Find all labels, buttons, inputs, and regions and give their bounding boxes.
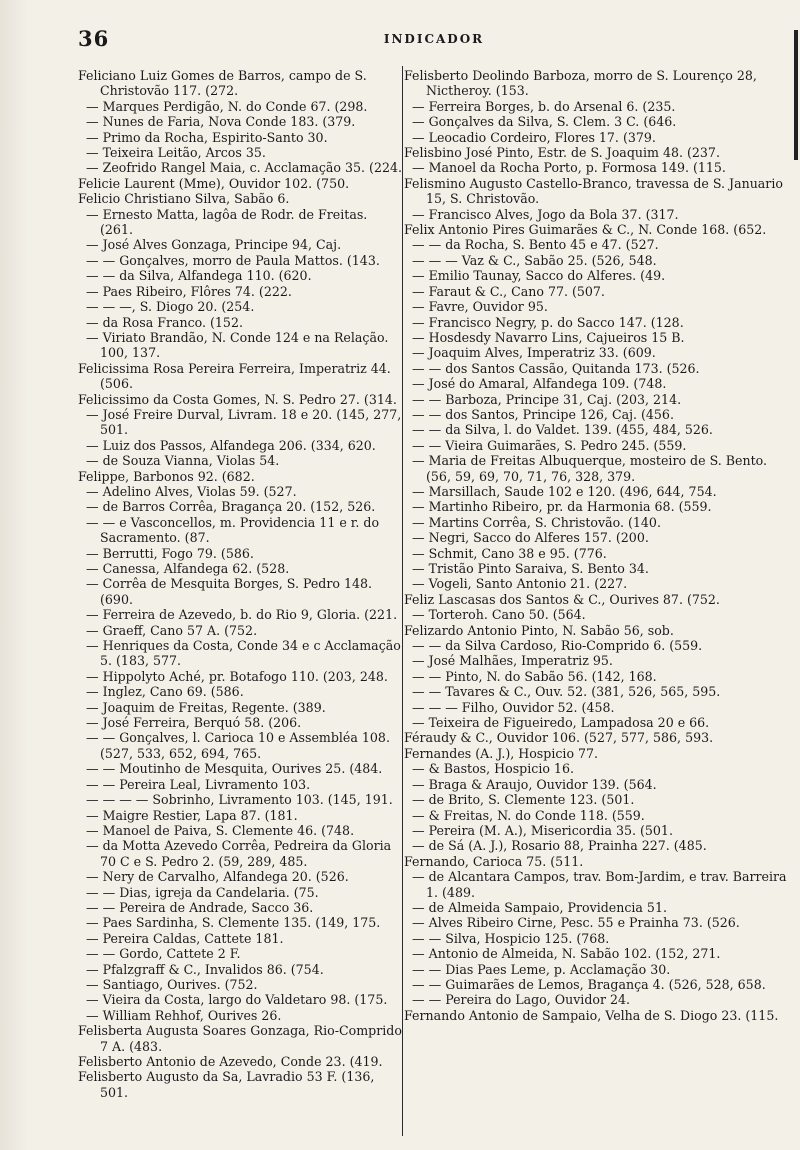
running-title: INDICADOR [383,32,485,46]
directory-entry: — Santiago, Ourives. (752. [86,976,258,992]
directory-entry: — Hippolyto Aché, pr. Botafogo 110. (203, 248. [86,668,388,684]
directory-entry: Felisberto Deolindo Barboza, morro de S. Lourenço 28, Nictheroy. (153. [404,68,757,99]
directory-entry: Felicie Laurent (Mme), Ouvidor 102. (750. [78,175,350,191]
directory-entry: — Hosdesdy Navarro Lins, Cajueiros 15 B. [412,329,685,345]
right-column [404,68,790,1023]
directory-entry: — — Moutinho de Mesquita, Ourives 25. (484. [86,761,383,777]
directory-entry: — Inglez, Cano 69. (586. [86,684,244,700]
directory-entry: — Marsillach, Saude 102 e 120. (496, 644, 754. [412,483,717,499]
directory-entry: — Francisco Alves, Jogo da Bola 37. (317. [412,206,679,222]
directory-entry: — Leocadio Cordeiro, Flores 17. (379. [412,129,656,145]
directory-entry: Felizardo Antonio Pinto, N. Sabão 56, sob. [404,622,674,638]
directory-entry: — Teixeira Leitão, Arcos 35. [86,145,266,161]
directory-entry: — Paes Ribeiro, Flôres 74. (222. [86,283,292,299]
directory-entry: — José do Amaral, Alfandega 109. (748. [412,376,667,392]
directory-entry: — Martinho Ribeiro, pr. da Harmonia 68. (559. [412,499,712,515]
directory-entry: — Joaquim Alves, Imperatriz 33. (609. [412,345,656,361]
directory-entry: — — Guimarães de Lemos, Bragança 4. (526, 528, 658. [412,976,766,992]
directory-entry: — Zeofrido Rangel Maia, c. Acclamação 35. (224. [86,160,402,176]
page-spine-shadow [0,0,28,1150]
directory-entry: — Francisco Negry, p. do Sacco 147. (128. [412,314,684,330]
directory-entry: — Ferreira de Azevedo, b. do Rio 9, Gloria. (221. [86,607,398,623]
directory-entry: Fernando Antonio de Sampaio, Velha de S. Diogo 23. (115. [404,1007,779,1023]
directory-entry: — — da Rocha, S. Bento 45 e 47. (527. [412,237,659,253]
directory-entry: — Negri, Sacco do Alferes 157. (200. [412,530,649,546]
directory-entry: — — Dias, igreja da Candelaria. (75. [86,884,319,900]
directory-entry: — — Vieira Guimarães, S. Pedro 245. (559. [412,437,687,453]
directory-entry: — Manoel de Paiva, S. Clemente 46. (748. [86,822,355,838]
directory-entry: — de Almeida Sampaio, Providencia 51. [412,899,667,915]
directory-entry: — & Freitas, N. do Conde 118. (559. [412,807,645,823]
directory-entry: — — da Silva, l. do Valdet. 139. (455, 484, 526. [412,422,713,438]
directory-entry: — — — Vaz & C., Sabão 25. (526, 548. [412,252,657,268]
directory-entry: — Viriato Brandão, N. Conde 124 e na Relação. 100, 137. [86,329,389,361]
directory-entry: — de Sá (A. J.), Rosario 88, Prainha 227. (485. [412,838,707,854]
directory-entry: — de Alcantara Campos, trav. Bom-Jardim, e trav. Barreira 1. (489. [412,869,787,900]
directory-entry: — — Silva, Hospicio 125. (768. [412,930,610,946]
directory-entry: — da Rosa Franco. (152. [86,314,243,330]
directory-entry: — Pereira (M. A.), Misericordia 35. (501. [412,822,673,838]
directory-entry: — Tristão Pinto Saraiva, S. Bento 34. [412,561,649,576]
directory-entry: Felix Antonio Pires Guimarães & C., N. Conde 168. (652. [404,222,767,238]
directory-entry: — Berrutti, Fogo 79. (586. [86,545,254,561]
page-number: 36 [78,26,110,51]
directory-entry: — — Barboza, Principe 31, Caj. (203, 214. [412,391,682,407]
directory-entry: — José Freire Durval, Livram. 18 e 20. (145, 277, 501. [86,406,402,438]
directory-entry: — Manoel da Rocha Porto, p. Formosa 149. (115. [412,160,726,176]
directory-entry: — Canessa, Alfandega 62. (528. [86,561,290,576]
directory-entry: — Gonçalves da Silva, S. Clem. 3 C. (646. [412,114,677,130]
directory-entry: Felisbino José Pinto, Estr. de S. Joaquim 48. (237. [404,145,720,161]
directory-entry: — da Motta Azevedo Corrêa, Pedreira da Gloria 70 C e S. Pedro 2. (59, 289, 485. [86,838,392,869]
directory-entry: — Alves Ribeiro Cirne, Pesc. 55 e Prainha 73. (526. [412,915,740,931]
directory-entry: — — dos Santos Cassão, Quitanda 173. (526. [412,360,700,376]
directory-entry: — — Gonçalves, l. Carioca 10 e Assembléa 108. (527, 533, 652, 694, 765. [86,730,390,761]
directory-entry: — — Pereira de Andrade, Sacco 36. [86,899,314,915]
directory-entry: — Pereira Caldas, Cattete 181. [86,930,284,946]
directory-entry: Felismino Augusto Castello-Branco, travessa de S. Januario 15, S. Christovão. [404,175,783,207]
directory-entry: — José Ferreira, Berquó 58. (206. [86,715,302,731]
directory-entry: — Vieira da Costa, largo do Valdetaro 98. (175. [86,992,388,1008]
directory-entry: — — da Silva Cardoso, Rio-Comprido 6. (559. [412,638,703,654]
directory-entry: Feliz Lascasas dos Santos & C., Ourives 87. (752. [404,591,720,607]
directory-entry: — Corrêa de Mesquita Borges, S. Pedro 148. (690. [86,576,373,607]
directory-entry: Felisberto Augusto da Sa, Lavradio 53 F. (136, 501. [78,1069,375,1100]
directory-entry: — José Malhães, Imperatriz 95. [412,653,613,669]
directory-entry: — Maigre Restier, Lapa 87. (181. [86,807,298,823]
directory-entry: — Martins Corrêa, S. Christovão. (140. [412,514,661,530]
directory-entry: — Ferreira Borges, b. do Arsenal 6. (235. [412,98,676,114]
directory-entry: — Primo da Rocha, Espirito-Santo 30. [86,129,328,145]
directory-entry: — Vogeli, Santo Antonio 21. (227. [412,576,628,592]
directory-entry: — William Rehhof, Ourives 26. [86,1007,282,1023]
directory-entry: — Henriques da Costa, Conde 34 e c Acclamação 5. (183, 577. [86,638,401,669]
directory-entry: — Pfalzgraff & C., Invalidos 86. (754. [86,961,324,977]
directory-entry: — — —, S. Diogo 20. (254. [86,299,255,315]
directory-entry: Felicissima Rosa Pereira Ferreira, Imperatriz 44. (506. [78,360,391,392]
directory-entry: — Emilio Taunay, Sacco do Alferes. (49. [412,268,666,284]
directory-entry: — — Pereira Leal, Livramento 103. [86,776,311,792]
directory-entry: — — da Silva, Alfandega 110. (620. [86,268,312,284]
directory-entry: — Schmit, Cano 38 e 95. (776. [412,545,607,561]
directory-entry: — — e Vasconcellos, m. Providencia 11 e r. do Sacramento. (87. [86,514,380,546]
directory-entry: — Graeff, Cano 57 A. (752. [86,622,258,638]
directory-entry: Fernando, Carioca 75. (511. [404,853,584,869]
directory-entry: — — Pinto, N. do Sabão 56. (142, 168. [412,668,657,684]
directory-entry: Felisberta Augusta Soares Gonzaga, Rio-Comprido 7 A. (483. [78,1023,402,1054]
directory-entry: — de Barros Corrêa, Bragança 20. (152, 526. [86,499,376,515]
directory-entry: — Nunes de Faria, Nova Conde 183. (379. [86,114,356,130]
directory-entry: — Marques Perdigão, N. do Conde 67. (298. [86,98,368,114]
directory-entry: — Antonio de Almeida, N. Sabão 102. (152, 271. [412,946,721,962]
directory-entry: — — Gonçalves, morro de Paula Mattos. (143. [86,252,380,268]
directory-entry: — Luiz dos Passos, Alfandega 206. (334, 620. [86,437,376,453]
directory-entry: — & Bastos, Hospicio 16. [412,761,574,777]
directory-entry: Felicissimo da Costa Gomes, N. S. Pedro 27. (314. [78,391,397,407]
directory-entry: Felicio Christiano Silva, Sabão 6. [78,191,290,207]
directory-entry: — Paes Sardinha, S. Clemente 135. (149, 175. [86,915,381,931]
directory-entry: Felippe, Barbonos 92. (682. [78,468,255,484]
directory-entry: — — — Filho, Ouvidor 52. (458. [412,699,615,715]
directory-entry: — de Brito, S. Clemente 123. (501. [412,792,635,808]
directory-entry: — Favre, Ouvidor 95. [412,299,548,315]
page-header [78,26,790,56]
directory-entry: — Adelino Alves, Violas 59. (527. [86,483,297,499]
directory-entry: — — Gordo, Cattete 2 F. [86,946,241,962]
directory-entry: — Ernesto Matta, lagôa de Rodr. de Freitas. (261. [86,206,368,238]
directory-entry: — — dos Santos, Principe 126, Caj. (456. [412,406,674,422]
directory-entry: — — Pereira do Lago, Ouvidor 24. [412,992,631,1008]
directory-entry: — Faraut & C., Cano 77. (507. [412,283,605,299]
directory-entry: — — Tavares & C., Ouv. 52. (381, 526, 565, 595. [412,684,721,700]
left-column [78,68,402,1100]
directory-entry: — José Alves Gonzaga, Principe 94, Caj. [86,237,342,253]
directory-entry: — Torteroh. Cano 50. (564. [412,607,586,623]
directory-entry: Feliciano Luiz Gomes de Barros, campo de S. Christovão 117. (272. [78,68,367,99]
directory-entry: — de Souza Vianna, Violas 54. [86,453,280,469]
directory-entry: — Braga & Araujo, Ouvidor 139. (564. [412,776,657,792]
page-edge-mark [794,30,798,160]
column-divider [402,66,403,1136]
directory-entry: — Maria de Freitas Albuquerque, mosteiro de S. Bento. (56, 59, 69, 70, 71, 76, 328, 379. [412,453,768,484]
directory-entry: — Joaquim de Freitas, Regente. (389. [86,699,326,715]
directory-entry: — — — — Sobrinho, Livramento 103. (145, 191. [86,792,393,808]
directory-entry: Felisberto Antonio de Azevedo, Conde 23. (419. [78,1054,383,1069]
directory-entry: — Nery de Carvalho, Alfandega 20. (526. [86,869,349,885]
directory-entry: — Teixeira de Figueiredo, Lampadosa 20 e 66. [412,715,710,731]
directory-entry: Féraudy & C., Ouvidor 106. (527, 577, 586, 593. [404,730,714,746]
directory-entry: — — Dias Paes Leme, p. Acclamação 30. [412,961,671,977]
directory-entry: Fernandes (A. J.), Hospicio 77. [404,745,599,761]
